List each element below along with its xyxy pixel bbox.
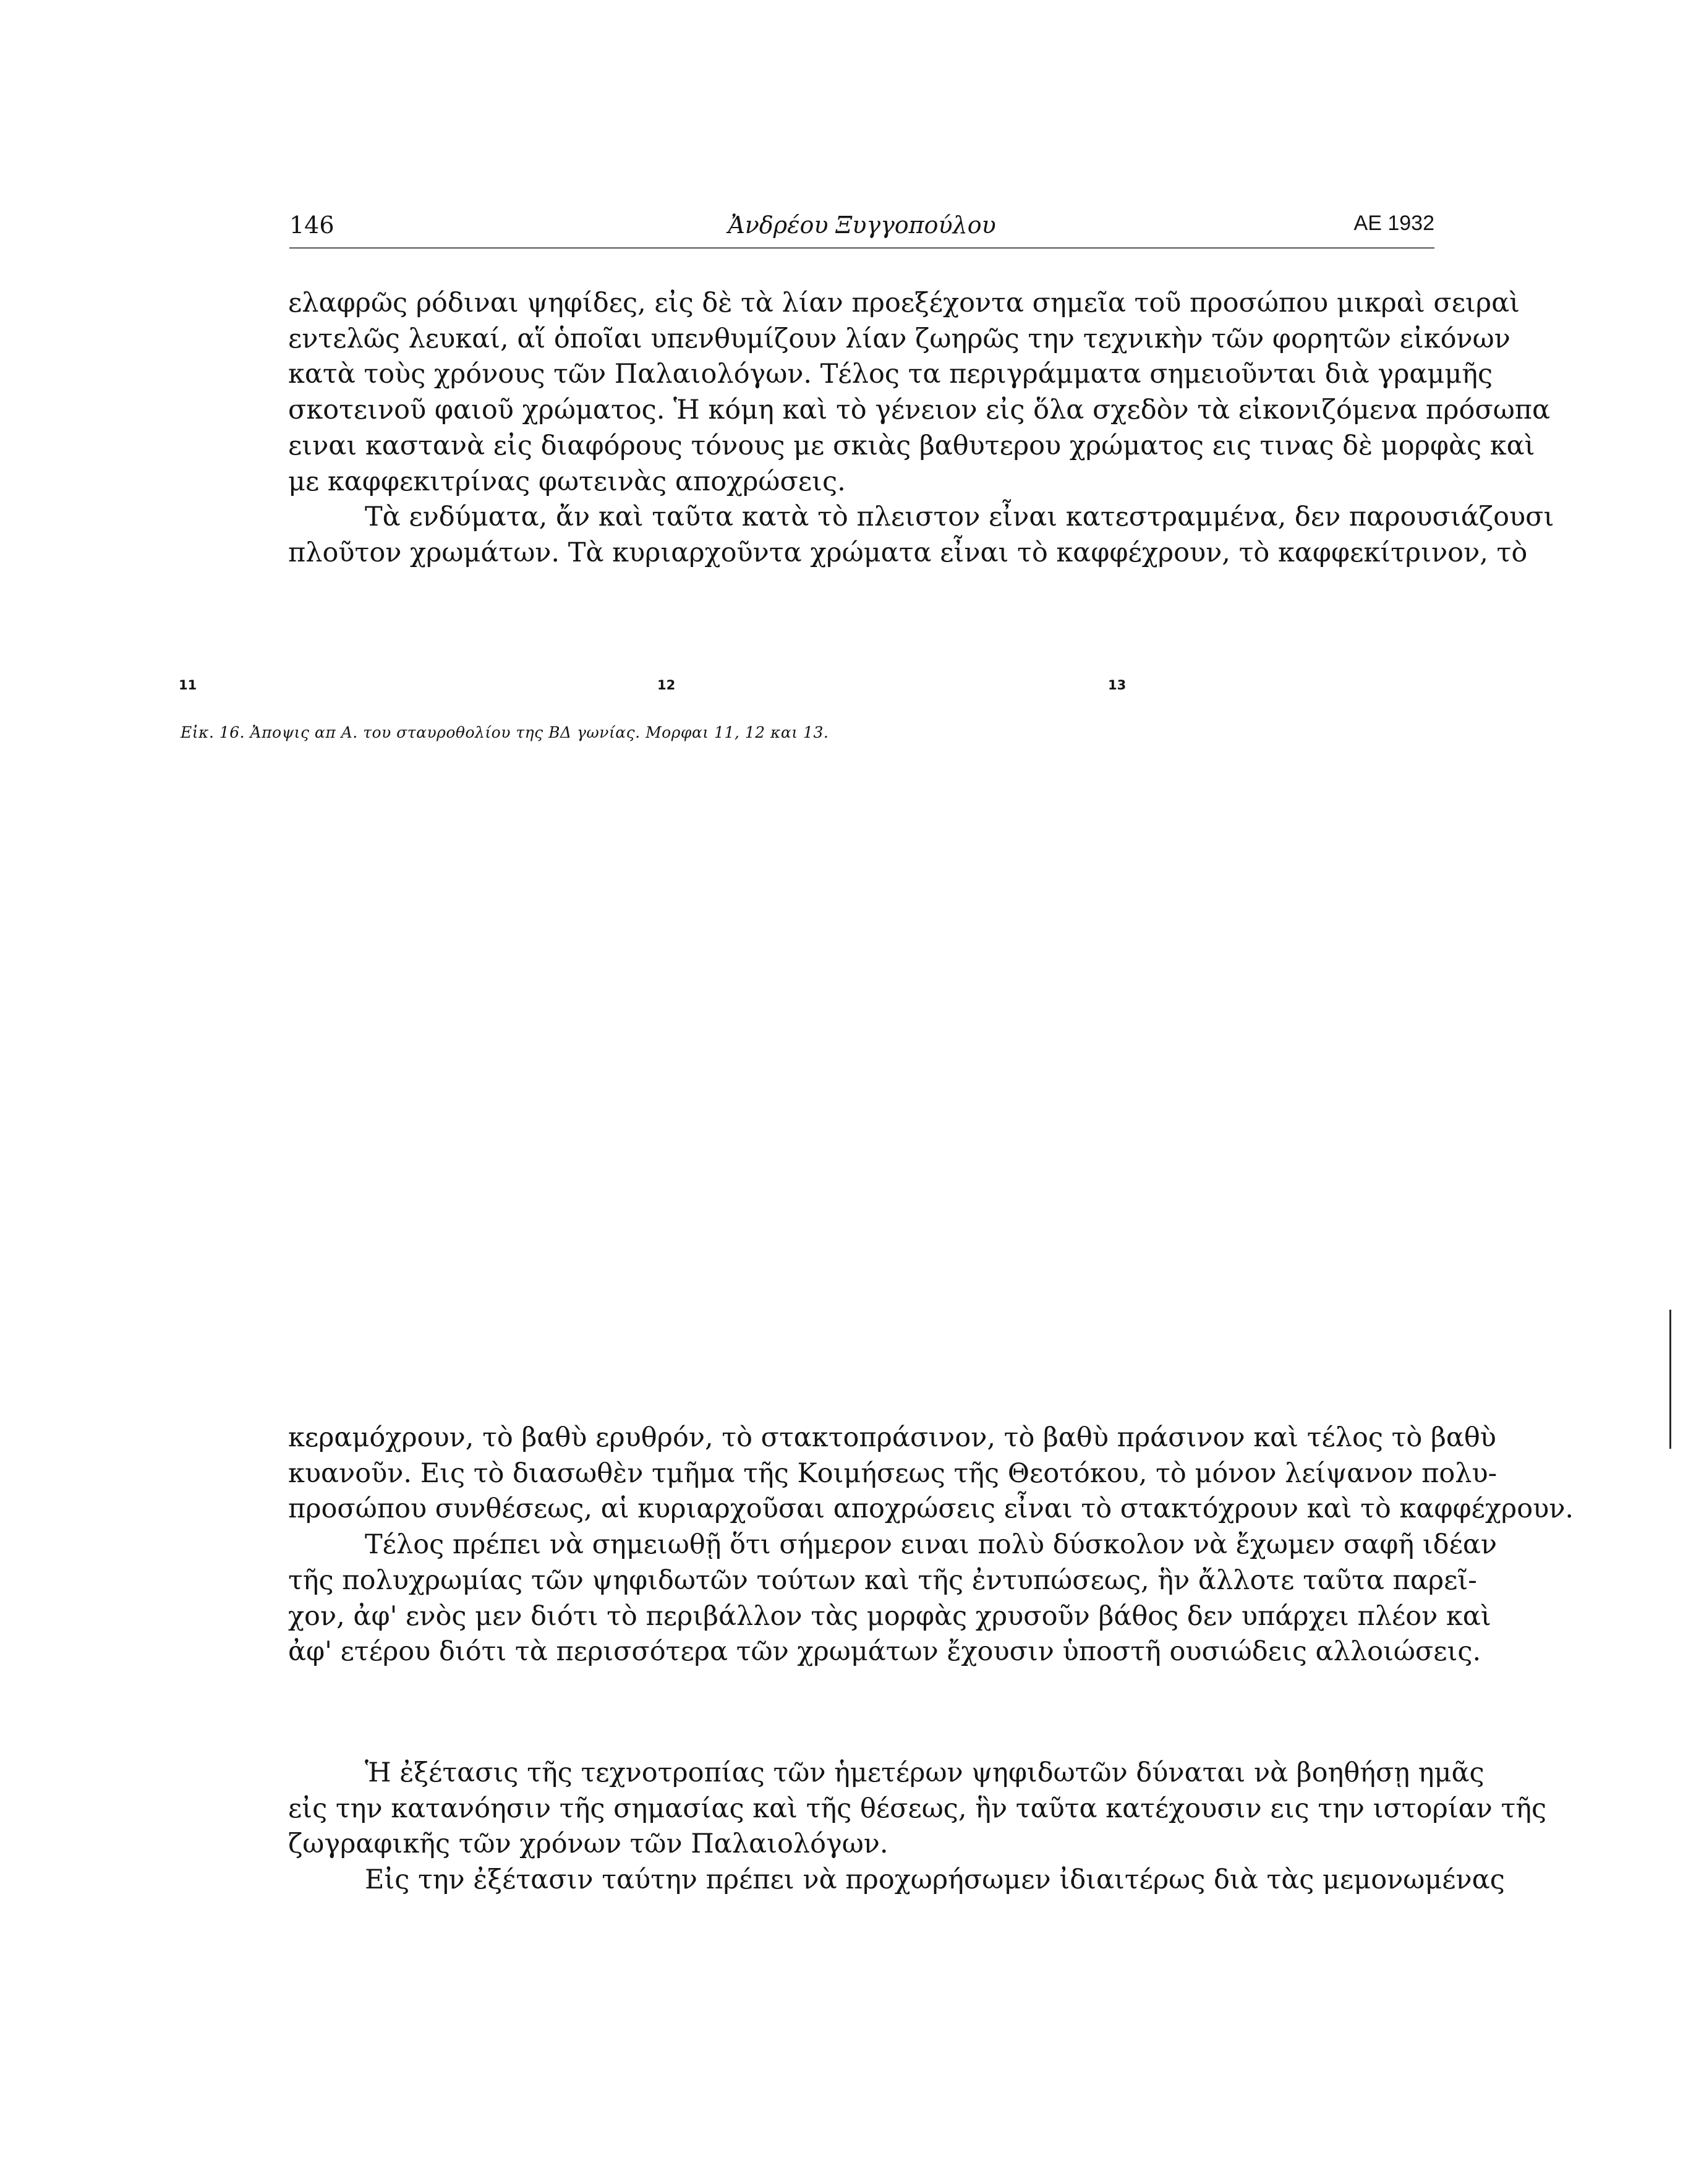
text-block-middle xyxy=(288,1420,1574,1670)
running-head xyxy=(289,211,1434,249)
paragraph-3 xyxy=(288,1420,1574,1527)
text-line: σκοτεινοῦ φαιοῦ χρώματος. Ἡ κόμη καὶ τὸ γένειον εἰς ὅλα σχεδὸν τὰ εἰκονιζόμενα πρόσωπα xyxy=(288,395,1551,426)
paragraph-6 xyxy=(288,1862,1505,1898)
text-line: εντελῶς λευκαί, αἵ ὁποῖαι υπενθυμίζουν λίαν ζωηρῶς την τεχνικὴν τῶν φορητῶν εἰκόνων xyxy=(288,323,1510,354)
text-line: κεραμόχρουν, τὸ βαθὺ ερυθρόν, τὸ στακτοπράσινον, τὸ βαθὺ πράσινον καὶ τέλος τὸ βαθὺ xyxy=(288,1422,1496,1453)
text-line: χον, ἀφ' ενὸς μεν διότι τὸ περιβάλλον τὰς μορφὰς χρυσοῦν βάθος δεν υπάρχει πλέον καὶ xyxy=(288,1600,1491,1632)
header-rule xyxy=(289,247,1434,249)
figure-plate-number: 13 xyxy=(1108,678,1127,693)
figure-plate-number: 12 xyxy=(657,678,676,693)
text-line: κυανοῦν. Εις τὸ διασωθὲν τμῆμα τῆς Κοιμήσεως τῆς Θεοτόκου, τὸ μόνον λείψανον πολυ- xyxy=(288,1457,1498,1489)
text-line: εἰς την κατανόησιν τῆς σημασίας καὶ τῆς θέσεως, ἣν ταῦτα κατέχουσιν εις την ιστορίαν τῆς xyxy=(288,1793,1547,1824)
figure-plate-number: 11 xyxy=(179,678,197,693)
text-line: με καφφεκιτρίνας φωτεινὰς αποχρώσεις. xyxy=(288,466,846,497)
text-block-upper xyxy=(288,286,1554,571)
paragraph-5 xyxy=(288,1755,1547,1862)
text-line: ἀφ' ετέρου διότι τὰ περισσότερα τῶν χρωμάτων ἔχουσιν ὑποστῆ ουσιώδεις αλλοιώσεις. xyxy=(288,1636,1481,1668)
text-line: κατὰ τοὺς χρόνους τῶν Παλαιολόγων. Τέλος τα περιγράμματα σημειοῦνται διὰ γραμμῆς xyxy=(288,359,1493,390)
text-line: Τέλος πρέπει νὰ σημειωθῇ ὅτι σήμερον ειναι πολὺ δύσκολον νὰ ἔχωμεν σαφῆ ιδέαν xyxy=(365,1529,1498,1561)
figure-caption: Εἰκ. 16. Ἀποψις απ Α. του σταυροθολίου της ΒΔ γωνίας. Μορφαι 11, 12 και 13. xyxy=(181,723,829,741)
text-line: Εἰς την ἐξέτασιν ταύτην πρέπει νὰ προχωρήσωμεν ἰδιαιτέρως διὰ τὰς μεμονωμένας xyxy=(365,1864,1505,1896)
running-head-author: Ἀνδρέου Ξυγγοπούλου xyxy=(728,211,996,239)
text-line: ζωγραφικῆς τῶν χρόνων τῶν Παλαιολόγων. xyxy=(288,1828,888,1860)
page-number: 146 xyxy=(289,211,334,239)
text-line: τῆς πολυχρωμίας τῶν ψηφιδωτῶν τούτων καὶ τῆς ἐντυπώσεως, ἣν ἄλλοτε ταῦτα παρεῖ- xyxy=(288,1564,1477,1596)
paragraph-4 xyxy=(288,1527,1498,1670)
text-line: προσώπου συνθέσεως, αἱ κυριαρχοῦσαι αποχρώσεις εἶναι τὸ στακτόχρουν καὶ τὸ καφφέχρουν. xyxy=(288,1493,1574,1525)
text-line: ελαφρῶς ρόδιναι ψηφίδες, εἰς δὲ τὰ λίαν προεξέχοντα σημεῖα τοῦ προσώπου μικραὶ σειραὶ xyxy=(288,288,1520,318)
paragraph-1 xyxy=(288,286,1551,500)
text-line: Τὰ ενδύματα, ἄν καὶ ταῦτα κατὰ τὸ πλειστον εἶναι κατεστραμμένα, δεν παρουσιάζουσι xyxy=(365,501,1554,533)
text-block-lower xyxy=(288,1755,1547,1898)
margin-rule xyxy=(1669,1310,1671,1449)
running-head-journal: ΑΕ 1932 xyxy=(1353,211,1434,235)
text-line: ειναι καστανὰ εἰς διαφόρους τόνους με σκιὰς βαθυτερου χρώματος εις τινας δὲ μορφὰς καὶ xyxy=(288,430,1535,461)
paragraph-2 xyxy=(288,500,1554,571)
text-line: Ἡ ἐξέτασις τῆς τεχνοτροπίας τῶν ἡμετέρων ψηφιδωτῶν δύναται νὰ βοηθήσῃ ημᾶς xyxy=(365,1757,1485,1788)
figure-image-area xyxy=(288,631,1437,1379)
text-line: πλοῦτον χρωμάτων. Τὰ κυριαρχοῦντα χρώματα εἶναι τὸ καφφέχρουν, τὸ καφφεκίτρινον, τὸ xyxy=(288,537,1528,568)
